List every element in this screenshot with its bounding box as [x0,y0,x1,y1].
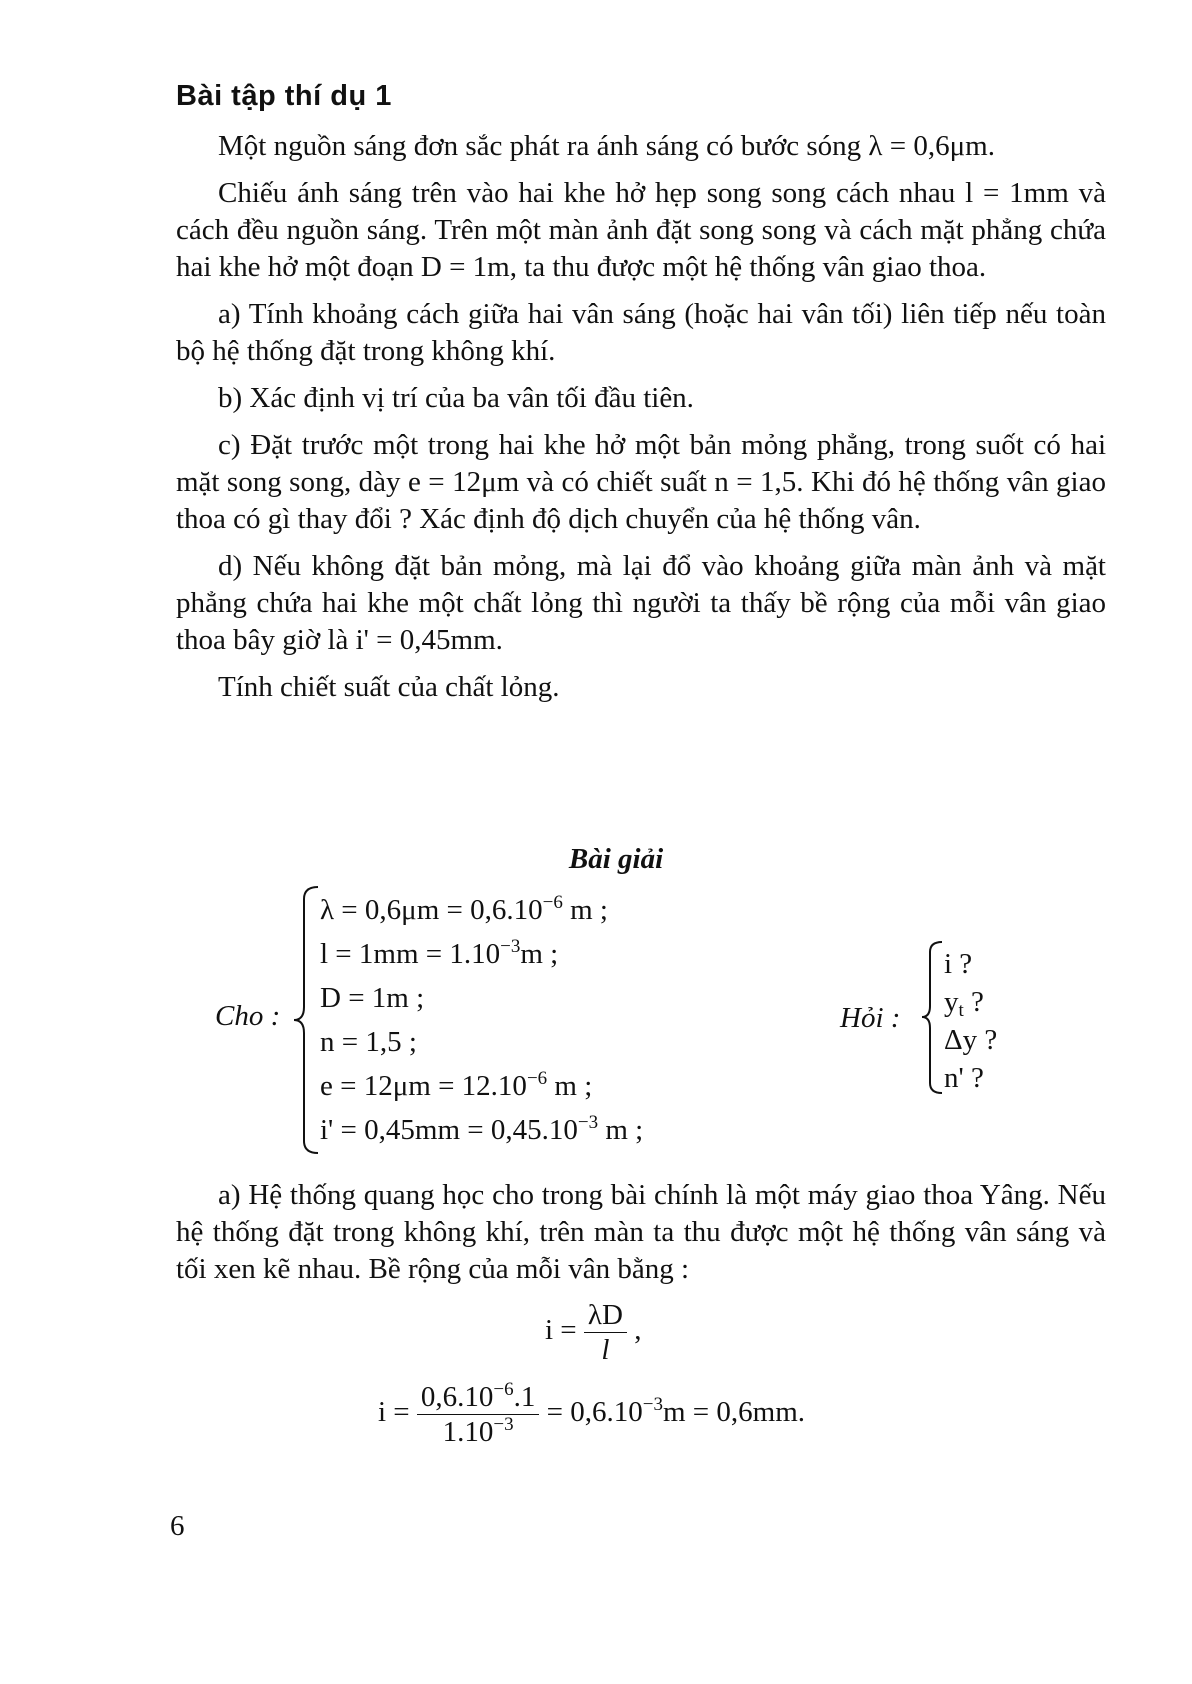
given-screen-distance: D = 1m ; [320,982,425,1014]
paragraph-liquid-index: Tính chiết suất của chất lỏng. [218,671,560,703]
paragraph-question-a: a) Tính khoảng cách giữa hai vân sáng (hoặc hai vân tối) liên tiếp nếu toàn bộ hệ thống đặt trong không khí. [176,298,1106,367]
given-list [320,888,643,1152]
calc-denominator: $1.10^{-3}$ [442,1414,514,1448]
page-number: 6 [170,1510,185,1542]
fringe-width-calculation: i = $\frac{0,6.10^{-6}.1}{1.10^{-3}}$ = $0,6.10^{-3}m = 0,6mm$. [378,1379,805,1448]
exercise-title: Bài tập thí dụ 1 [176,80,392,112]
part-a-answer: a) Hệ thống quang học cho trong bài chính là một máy giao thoa Yâng. Nếu hệ thống đặt trong không khí, trên màn ta thu được một hệ thống vân sáng và tối xen kẽ nhau. Bề rộng của mỗi vân bằng : [176,1179,1106,1285]
asked-label: Hỏi : [840,1002,901,1034]
calc-numerator: $0,6.10^{-6}.1$ [417,1380,539,1415]
given-thickness: $e = 12\mu m = 12.10^{-6}$ m ; [320,1068,593,1102]
asked-list [944,945,997,1097]
asked-y: $y_t$ ? [944,986,984,1021]
asked-i: i ? [944,948,973,980]
paragraph-2: Chiếu ánh sáng trên vào hai khe hở hẹp song song cách nhau l = 1mm và cách đều nguồn sáng. Trên một màn ảnh đặt song song và cách mặt phẳng chứa hai khe hở một đoạn D = 1m, ta thu được một hệ thống vân giao thoa. [176,177,1106,283]
given-slit-distance: $l = 1mm = 1.10^{-3}m$ ; [320,936,559,970]
given-brace [292,885,322,1155]
paragraph-question-b: b) Xác định vị trí của ba vân tối đầu tiên. [218,382,694,414]
formula-numerator: λD [584,1298,627,1333]
formula-denominator: l [601,1334,610,1366]
given-refractive-index: n = 1,5 ; [320,1026,417,1058]
asked-n: n' ? [944,1062,984,1094]
given-lambda: $\lambda = 0,6\mu m = 0,6.10^{-6}$ m ; [320,892,608,926]
problem-statement [176,128,1106,716]
asked-dy: Δy ? [944,1024,998,1056]
fringe-width-formula: i = $\frac{\lambda D}{l}$ , [545,1299,642,1366]
paragraph-1: Một nguồn sáng đơn sắc phát ra ánh sáng có bước sóng λ = 0,6μm. [218,130,995,162]
paragraph-question-d: d) Nếu không đặt bản mỏng, mà lại đổ vào khoảng giữa màn ảnh và mặt phẳng chứa hai khe một chất lỏng thì người ta thấy bề rộng của mỗi vân giao thoa bây giờ là i' = 0,45mm. [176,550,1106,656]
given-label: Cho : [215,1000,281,1032]
given-fringe-width: $i' = 0,45mm = 0,45.10^{-3}$ m ; [320,1112,644,1146]
solution-title: Bài giải [568,843,664,875]
asked-brace [920,940,946,1095]
paragraph-question-c: c) Đặt trước một trong hai khe hở một bản mỏng phẳng, trong suốt có hai mặt song song, dày e = 12μm và có chiết suất n = 1,5. Khi đó hệ thống vân giao thoa có gì thay đổi ? Xác định độ dịch chuyển của hệ thống vân. [176,429,1106,535]
